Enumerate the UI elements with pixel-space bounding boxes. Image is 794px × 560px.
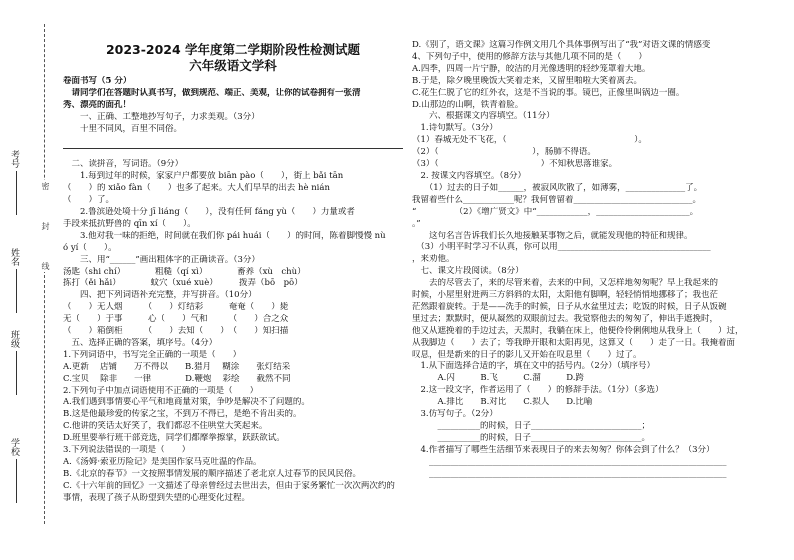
text-line: 2.这一段文字，作者运用了（ ）的修辞手法。（1分）（多选） — [412, 385, 664, 396]
text-line: （2）（ ），肠肺不得语。 — [412, 147, 596, 158]
text-line: 4、下列句子中，使用的修辞方法与其他几项不同的是（ ） — [412, 51, 647, 62]
text-line: “ （2）《增广贤文》中“____________，______________________。 — [412, 206, 699, 217]
left-column — [63, 76, 403, 505]
text-line: 拣打（ěi hǎi） 蚊穴（xué xuè） 拨弄（bō pō） — [63, 278, 303, 289]
text-line: A.《汤姆·索亚历险记》是美国作家马克吐温的作品。 — [63, 457, 262, 467]
text-line: （3）（ ）不知秋思落谁家。 — [412, 159, 618, 170]
seal-line — [44, 24, 45, 524]
text-line: 3.下列说法错误的一项是（ ） — [63, 445, 191, 456]
text-line: 四、把下列词语补充完整，并写拼音。（10分） — [63, 290, 257, 301]
text-line: 从我脚边（ ）去了；等我睁开眼和太阳再见，这算又（ ）走了一日。我掩着面 — [412, 337, 736, 348]
binding-margin — [0, 0, 56, 560]
text-line: B.《北京的春节》一文按照事情发展的顺序描述了老北京人过春节的民风民俗。 — [63, 468, 361, 479]
text-line: ______________________________________________________________________ — [412, 468, 727, 479]
text-line: （1）春城无处不飞花，（ ）。 — [412, 135, 647, 146]
text-line: 七、课文片段阅读。（8分） — [412, 266, 524, 277]
text-line: 事情，表现了孩子从盼望到失望的心理变化过程。 — [63, 492, 251, 503]
text-line: __________的时候，日子__________________________； — [412, 421, 651, 431]
exam-title: 2023-2024 学年度第二学期阶段性检测试题 — [105, 42, 361, 57]
text-line: ó yí（ ）。 — [63, 242, 117, 253]
right-column — [412, 40, 762, 481]
exam-no-label: 考号 — [9, 150, 19, 168]
text-line: 1.每到过年的时候，家家户户都要放 biān pào（ ），街上 bǎi tān — [63, 171, 344, 182]
text-line: A.四季，四周一片宁静，皎洁的月光像透明的轻纱笼罩着大地。 — [412, 63, 651, 74]
text-line: 1.从下面选择合适的字，填在文中的括号内。（2分）（填序号） — [412, 361, 656, 372]
text-line: 手段来抵抗野兽的 qīn xí（ ）。 — [63, 218, 196, 229]
school-field[interactable] — [8, 438, 21, 503]
section-divider — [63, 148, 403, 149]
text-line: 里过去；默默时，便从凝然的双眼前过去。我觉察他去的匆匆了，伸出手遮挽时， — [412, 313, 719, 324]
seal-label: 密 封 线 — [41, 182, 50, 270]
text-line: A.更新 店铺 万不得以 B.猎月 糊涂 张灯结采 — [63, 361, 291, 372]
text-line: D.《别了，语文课》这篇习作例文用几个具体事例写出了“我”对语文课的情感变 — [412, 40, 711, 50]
text-line: 六、根据课文内容填空。（11分） — [412, 111, 555, 122]
exam-subtitle: 六年级语文学科 — [189, 58, 277, 73]
text-line: 2. 按课文内容填空。（8分） — [412, 170, 526, 181]
text-line: 3.他对我一味的拒绝，时间就在我们你 pái huái（ ）的时间，陈着脚慢慢 nù — [63, 230, 386, 241]
text-line: A.闪 B.飞 C.溜 D.跨 — [412, 373, 584, 384]
text-line: ______________________________________________________________________ — [412, 456, 727, 467]
text-line: A.排比 B.对比 C.拟人 D.比喻 — [412, 397, 593, 408]
text-line: A.我们遇到事情要心平气和地商量对策，争吵是解决不了问题的。 — [63, 397, 310, 408]
text-line: ，来劝他。 — [412, 254, 455, 265]
text-line: （ ）箱倒柜 （ ）去知（ ） （ ）知扫描 — [63, 326, 289, 337]
text-line: 1.下列词语中，书写完全正确的一项是（ ） — [63, 349, 242, 360]
text-line: 无（ ）于事 心（ ）气和 （ ）合之众 — [63, 314, 289, 325]
text-line: 这句名言告诉我们长久地接触某事物之后，就能发现他的特征和规律。 — [412, 230, 693, 241]
text-line: （ ）了。 — [63, 195, 115, 206]
text-line: 茫然跟着旋转。于是——洗手的时候，日子从水盆里过去；吃饭的时候，日子从饭碗 — [412, 301, 727, 312]
text-line: D.班里要举行班干部竞选，同学们都摩拳擦掌，跃跃欲试。 — [63, 433, 285, 444]
class-label: 班级 — [9, 330, 19, 348]
text-line: 叹息，但是新来的日子的影儿又开始在叹息里（ ）过了。 — [412, 349, 642, 360]
text-line: 一、正确、工整地抄写句子，力求美观。（3分） — [63, 111, 260, 122]
text-line: （1）过去的日子如______，被寂风吹散了，如薄雾，______________了。 — [412, 182, 703, 193]
text-line: 五、选择正确的答案，填序号。（4分） — [63, 337, 218, 348]
text-line: （ ）无人烟 （ ）灯结彩 奄奄（ ）毙 — [63, 302, 289, 313]
text-line: __________的时候，日子__________________________。 — [412, 432, 651, 443]
school-label: 学校 — [9, 438, 19, 456]
text-line: 我留着些什么____________呢？我何曾留着____________________________。 — [412, 194, 702, 205]
name-line — [16, 269, 17, 313]
name-label: 姓名 — [9, 248, 19, 266]
text-line: 去的尽管去了，来的尽管来着，去来的中间，又怎样地匆匆呢？早上我起来的 — [412, 278, 719, 289]
text-line: 他又从遮挽着的手边过去，天黑时，我躺在床上，他便伶伶俐俐地从我身上（ ）过， — [412, 325, 744, 336]
school-line — [16, 459, 17, 503]
text-line: 。” — [412, 218, 421, 229]
text-line: （ ）的 xiǎo fàn（ ）也多了起来。大人们早早的出去 hè nián — [63, 183, 330, 194]
text-line: B.这是他最珍爱的传家之宝，不到万不得已，是绝不肯出卖的。 — [63, 409, 302, 420]
text-line: 4.作者描写了哪些生活细节来表现日子的来去匆匆？你体会到了什么？（3分） — [412, 444, 715, 455]
text-line: 十里不同风，百里不同俗。 — [63, 123, 183, 134]
text-line: 二、读拼音，写词语。（9分） — [63, 159, 184, 170]
text-line — [63, 147, 403, 159]
text-line: 3.仿写句子。（2分） — [412, 409, 498, 420]
text-line: 卷面书写（5 分） — [63, 76, 132, 86]
text-line — [63, 136, 403, 148]
text-line: 请同学们在答题时认真书写，做到规范、端正、美观，让你的试卷拥有一张清 — [63, 87, 361, 98]
exam-no-line — [16, 171, 17, 215]
class-field[interactable] — [8, 330, 21, 395]
text-line: C.宝贝 除非 一律 D.鞭炮 彩绘 截然不同 — [63, 373, 291, 384]
text-line: 2.鲁滨逊处境十分 jī liáng（ ），没有任何 fáng yù（ ）力量或者 — [63, 206, 355, 217]
text-line: 时候，小屋里射进两三方斜斜的太阳，太阳他有脚啊，轻轻悄悄地挪移了；我也茫 — [412, 290, 719, 301]
text-line: C.他讲的笑话太好笑了，我们都忍不住哄堂大笑起来。 — [63, 421, 268, 432]
text-line: 秀、漂亮的面孔！ — [63, 99, 132, 110]
text-line: （3）小明平时学习不认真，你可以用____________________________________ — [412, 242, 711, 253]
name-field[interactable] — [8, 248, 21, 313]
text-line: C.《十六年前的回忆》一文描述了母亲曾经过去世出去，但由于家务繁忙一次次两次约的 — [63, 480, 395, 491]
text-line: C.花生仁脱了它的红外衣，这是不当说的事。镜巴，正像里叫锅边一圈。 — [412, 87, 685, 98]
text-line: D.山那边的山啊，铁青着脸。 — [412, 99, 524, 110]
text-line: B.于是，除夕晚里晚饭大笑着走来，又留里啪啦大笑着离去。 — [412, 75, 642, 86]
text-line: 1.诗句默写。（3分） — [412, 123, 498, 134]
exam-no-field[interactable] — [8, 150, 21, 215]
class-line — [16, 351, 17, 395]
text-line: 三、用“______”画出粗体字的正确读音。（3分） — [63, 254, 260, 265]
text-line: 汤匙（shi chí） 粗糙（qí xì） 畜养（xù chù） — [63, 266, 306, 277]
text-line: 2.下列句子中加点词语使用不正确的一项是（ ） — [63, 385, 259, 396]
